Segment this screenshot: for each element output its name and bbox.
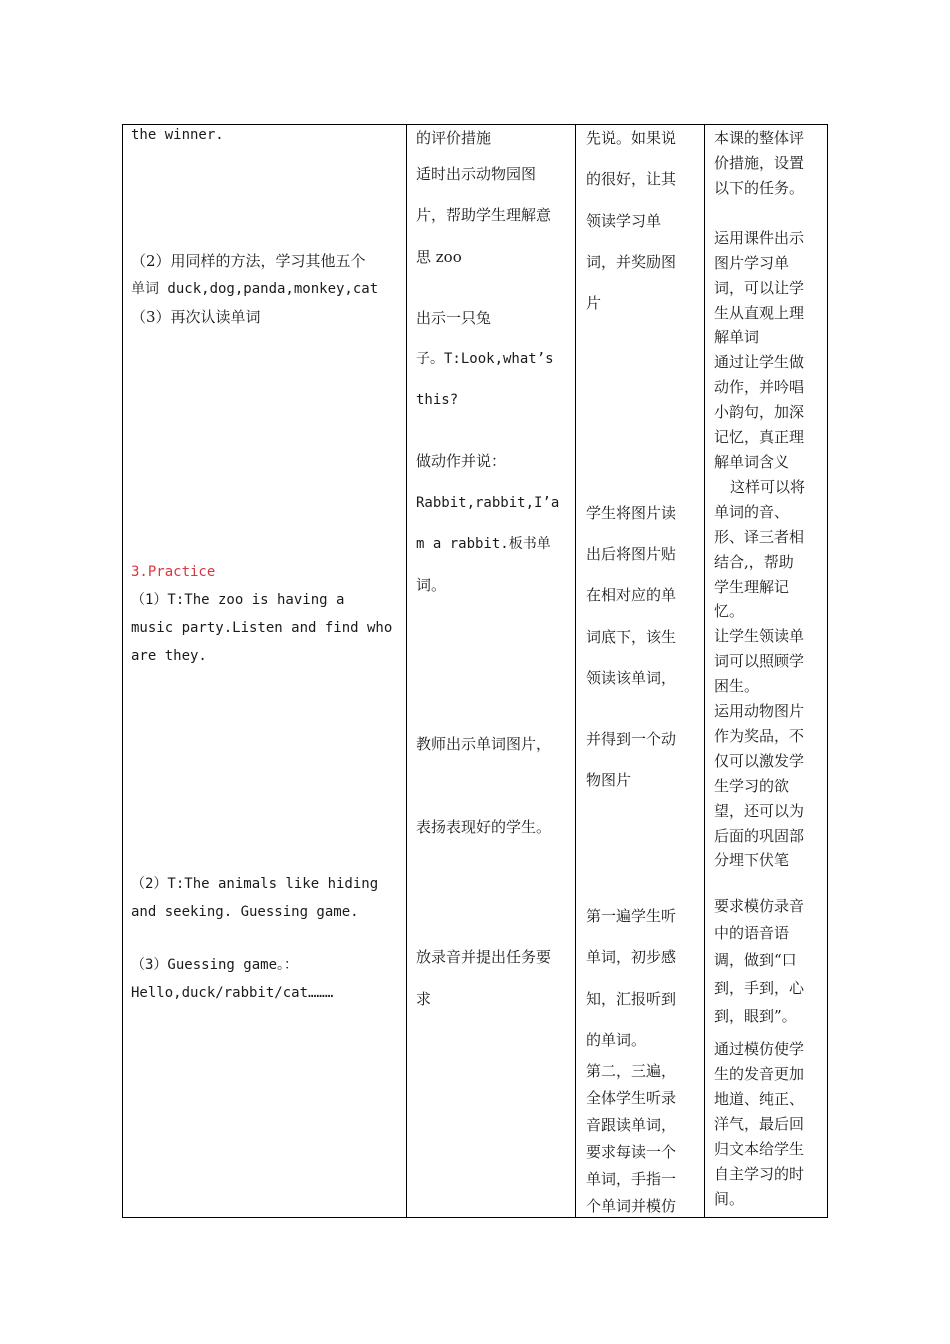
intent-text: 解单词 [714, 328, 760, 346]
intent-text: 解单词含义 [714, 453, 790, 471]
teacher-text: 词。 [416, 576, 447, 594]
teacher-text: this? [416, 392, 459, 408]
student-text: 词，并奖励图 [586, 253, 677, 271]
intent-text: 后面的巩固部 [714, 827, 805, 845]
intent-text: 图片学习单 [714, 254, 790, 272]
step-text: （1）T:The zoo is having a [131, 592, 345, 608]
intent-text: 小韵句，加深 [714, 403, 805, 421]
step-text: the winner. [131, 127, 224, 143]
intent-text: 分埋下伏笔 [714, 851, 790, 869]
step-text: （2）用同样的方法，学习其他五个 [131, 252, 366, 270]
teacher-activity-cell [406, 125, 575, 1217]
student-text: 领读学习单 [586, 212, 662, 230]
intent-text: 到，眼到”。 [714, 1007, 797, 1025]
intent-text: 归文本给学生 [714, 1140, 805, 1158]
student-text: 的单词。 [586, 1031, 647, 1049]
student-text: 先说。如果说 [586, 129, 677, 147]
student-text: 知，汇报听到 [586, 990, 677, 1008]
student-text: 单词，初步感 [586, 948, 677, 966]
design-intent-cell [704, 125, 829, 1217]
intent-text: 以下的任务。 [714, 179, 805, 197]
intent-text: 动作，并吟唱 [714, 378, 805, 396]
teacher-text: 子。T:Look,what’s [416, 351, 554, 367]
intent-text: 结合,，帮助 [714, 553, 794, 571]
intent-text: 地道、纯正、 [714, 1090, 805, 1108]
student-text: 词底下，该生 [586, 628, 677, 646]
intent-text: 运用动物图片 [714, 702, 805, 720]
intent-text: 间。 [714, 1190, 745, 1208]
lesson-plan-table [122, 124, 828, 1218]
student-text: 并得到一个动 [586, 730, 677, 748]
intent-text: 仅可以激发学 [714, 752, 805, 770]
teacher-text: 思 zoo [416, 248, 462, 266]
intent-text: 词可以照顾学 [714, 652, 805, 670]
teacher-text: 做动作并说： [416, 452, 507, 470]
step-text: （2）T:The animals like hiding [131, 876, 379, 892]
intent-text: 单词的音、 [714, 503, 790, 521]
intent-text: 本课的整体评 [714, 129, 805, 147]
student-activity-cell [575, 125, 704, 1217]
teacher-text: m a rabbit.板书单 [416, 536, 551, 552]
student-text: 片 [586, 294, 602, 312]
step-text: are they. [131, 648, 207, 664]
intent-text: 作为奖品，不 [714, 727, 805, 745]
intent-text: 生的发音更加 [714, 1065, 805, 1083]
teaching-steps-cell [123, 125, 406, 1217]
intent-text: 价措施，设置 [714, 154, 805, 172]
student-text: 要求每读一个 [586, 1143, 677, 1161]
student-text: 第二，三遍， [586, 1062, 677, 1080]
student-text: 在相对应的单 [586, 586, 677, 604]
teacher-text: 适时出示动物园图 [416, 165, 537, 183]
student-text: 个单词并模仿 [586, 1197, 677, 1215]
teacher-text: 教师出示单词图片， [416, 735, 552, 753]
teacher-text: 放录音并提出任务要 [416, 948, 552, 966]
intent-text: 通过让学生做 [714, 353, 805, 371]
teacher-text: 求 [416, 990, 432, 1008]
intent-text: 要求模仿录音 [714, 897, 805, 915]
step-text: music party.Listen and find who [131, 620, 393, 636]
intent-text: 自主学习的时 [714, 1165, 805, 1183]
intent-text: 调，做到“口 [714, 951, 797, 969]
intent-text: 记忆，真正理 [714, 428, 805, 446]
student-text: 的很好，让其 [586, 170, 677, 188]
step-text: 单词 duck,dog,panda,monkey,cat [131, 281, 379, 297]
intent-text: 望，还可以为 [714, 802, 805, 820]
intent-text: 这样可以将 [730, 478, 806, 496]
intent-text: 学生理解记 [714, 578, 790, 596]
section-heading: 3.Practice [131, 564, 216, 580]
intent-text: 生从直观上理 [714, 304, 805, 322]
student-text: 音跟读单词， [586, 1116, 677, 1134]
step-text: （3）再次认读单词 [131, 308, 261, 326]
intent-text: 形、译三者相 [714, 528, 805, 546]
teacher-text: Rabbit,rabbit,I’a [416, 495, 560, 511]
intent-text: 忆。 [714, 602, 745, 620]
teacher-text: 表扬表现好的学生。 [416, 818, 552, 836]
teacher-text: 的评价措施 [416, 129, 492, 147]
student-text: 出后将图片贴 [586, 545, 677, 563]
intent-text: 运用课件出示 [714, 229, 805, 247]
teacher-text: 出示一只兔 [416, 309, 492, 327]
teacher-text: 片，帮助学生理解意 [416, 206, 552, 224]
step-text: （3）Guessing game。： [131, 957, 299, 973]
student-text: 全体学生听录 [586, 1089, 677, 1107]
student-text: 领读该单词， [586, 669, 677, 687]
step-text: and seeking. Guessing game. [131, 904, 359, 920]
intent-text: 中的语音语 [714, 924, 790, 942]
intent-text: 到，手到，心 [714, 979, 805, 997]
intent-text: 生学习的欲 [714, 777, 790, 795]
student-text: 第一遍学生听 [586, 907, 677, 925]
intent-text: 困生。 [714, 677, 760, 695]
student-text: 单词，手指一 [586, 1170, 677, 1188]
student-text: 学生将图片读 [586, 504, 677, 522]
intent-text: 通过模仿使学 [714, 1040, 805, 1058]
intent-text: 词，可以让学 [714, 279, 805, 297]
student-text: 物图片 [586, 771, 632, 789]
step-text: Hello,duck/rabbit/cat……… [131, 985, 334, 1001]
intent-text: 让学生领读单 [714, 627, 805, 645]
intent-text: 洋气，最后回 [714, 1115, 805, 1133]
